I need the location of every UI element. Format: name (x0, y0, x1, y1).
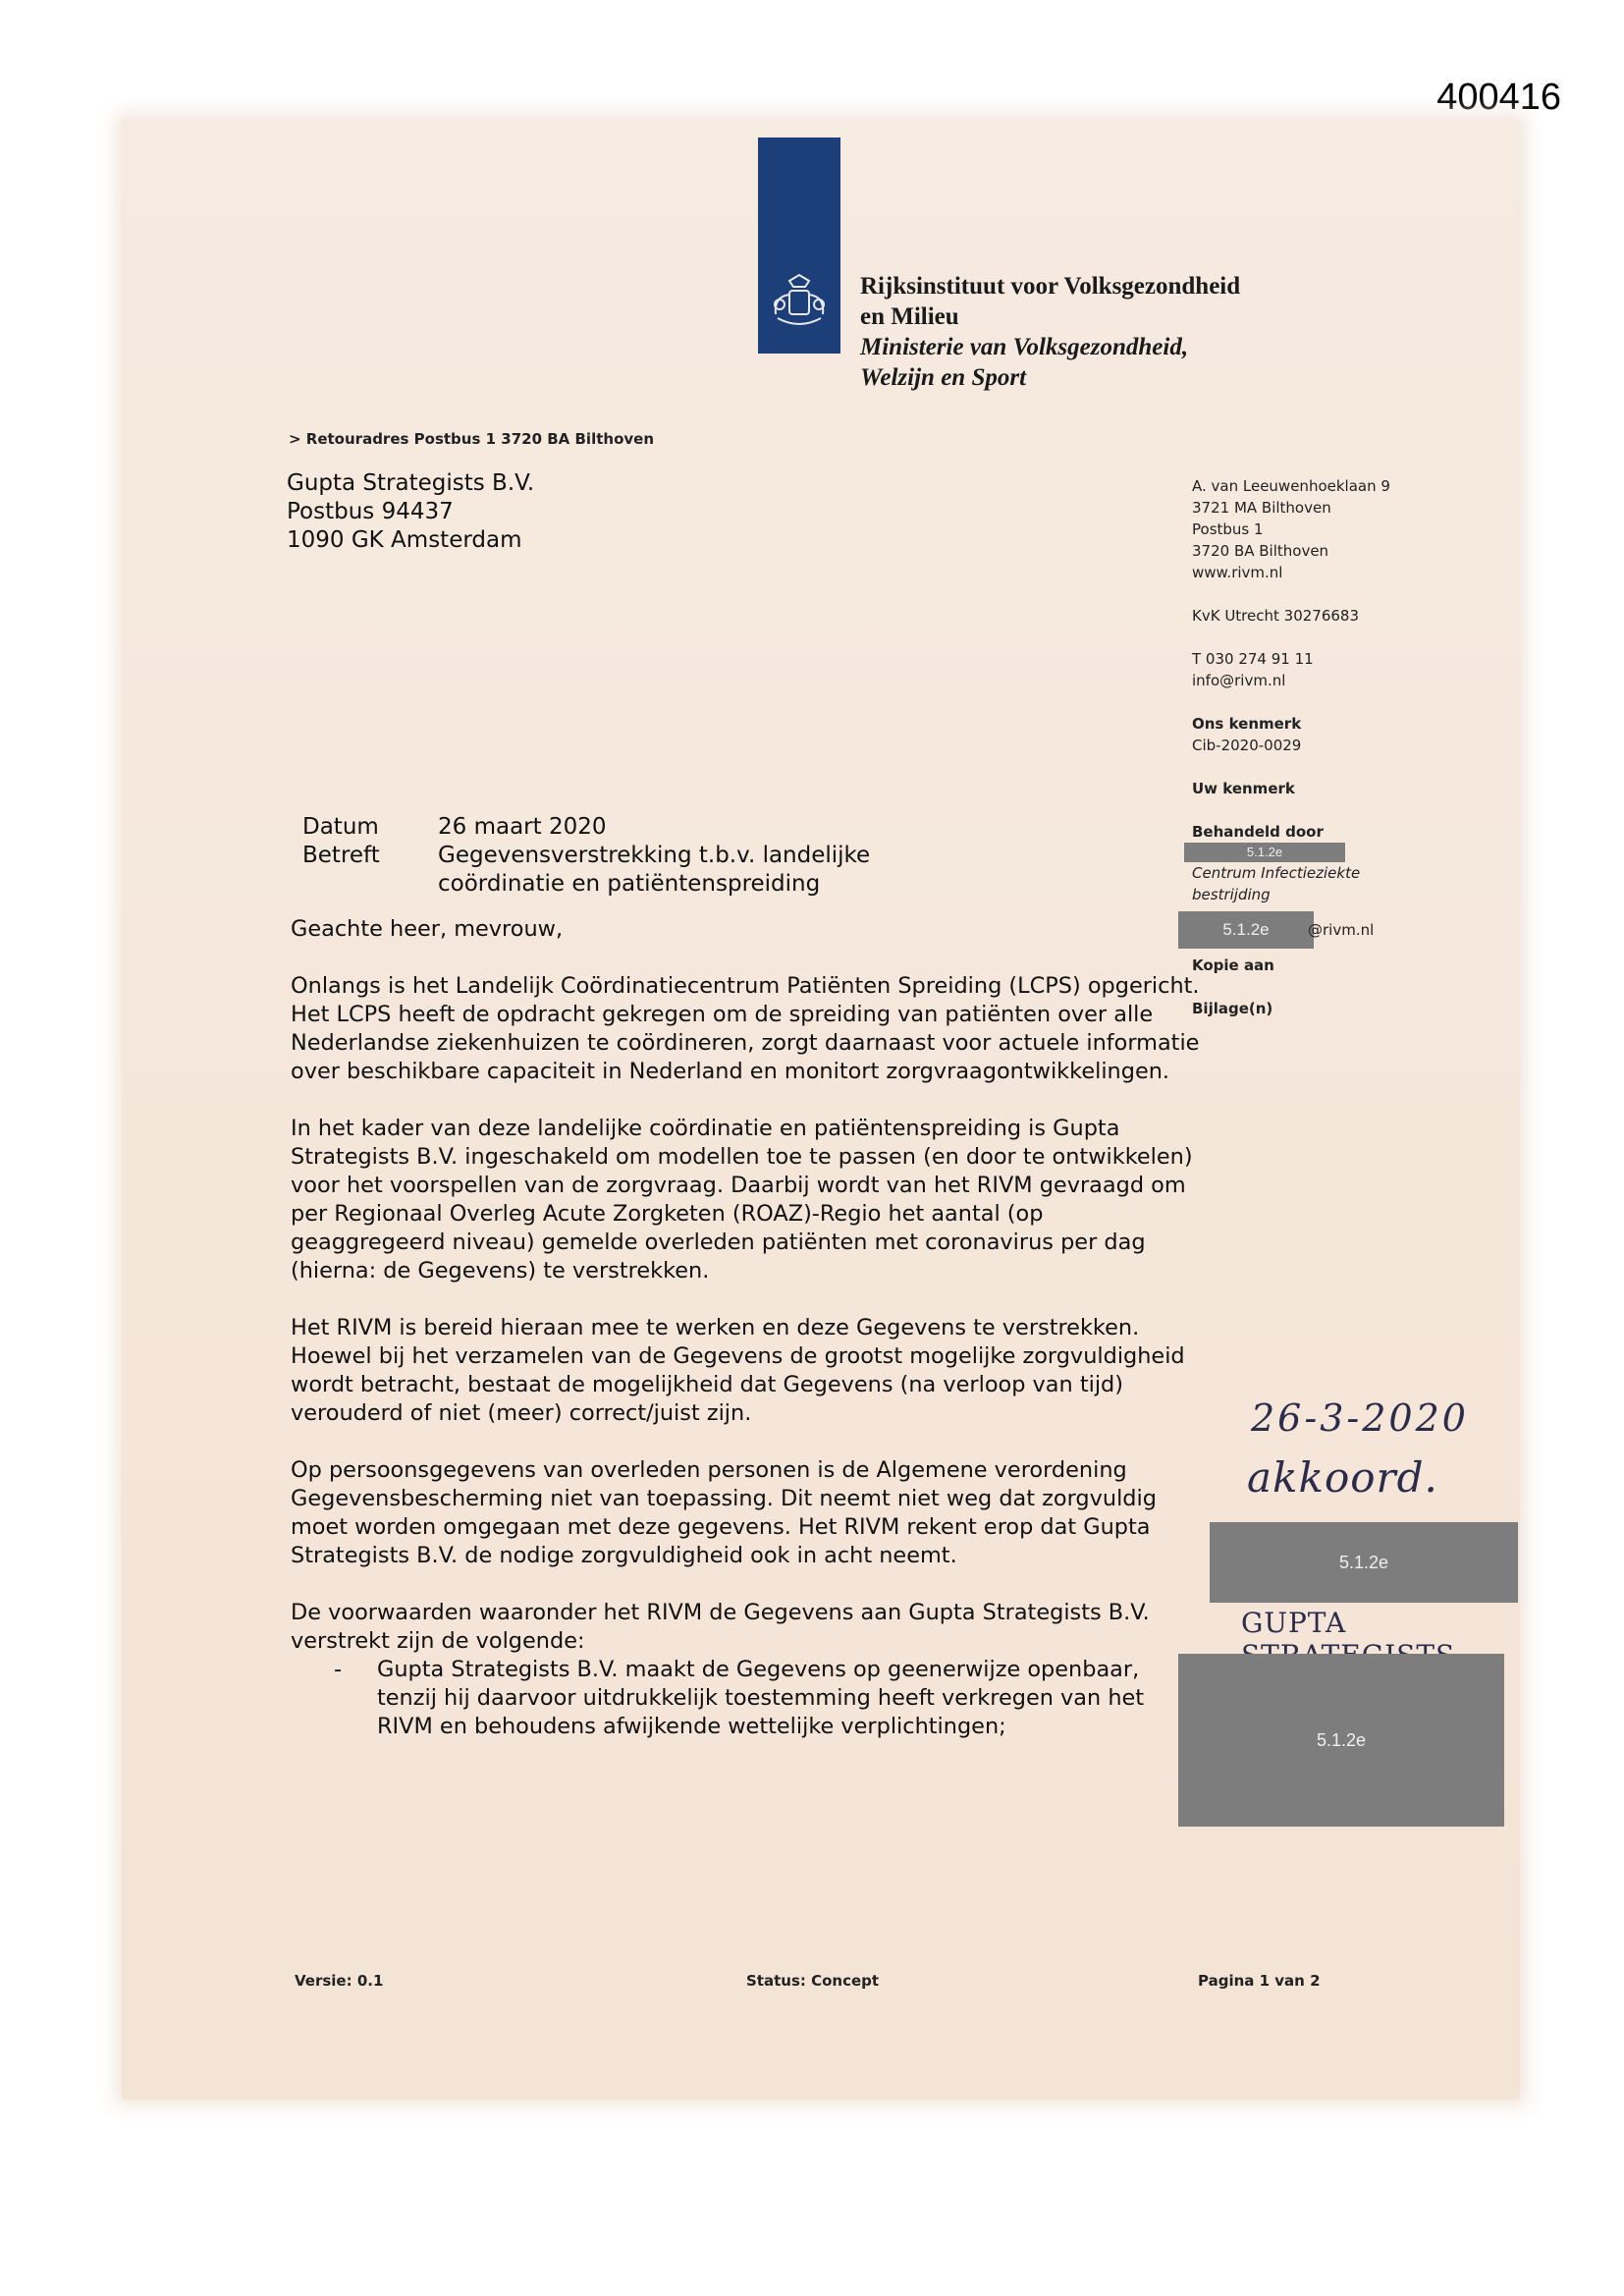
email-domain: @rivm.nl (1308, 921, 1375, 939)
ministry-line-1: Ministerie van Volksgezondheid, (860, 334, 1189, 360)
behandeld-door-label: Behandeld door (1192, 823, 1324, 841)
addressee-name: Gupta Strategists B.V. (287, 470, 535, 496)
datum-row (302, 813, 870, 842)
department-line-2: bestrijding (1192, 886, 1271, 903)
handwritten-date: 26-3-2020 (1251, 1396, 1469, 1440)
letter-body (291, 915, 1202, 1741)
datum-label: Datum (302, 814, 379, 840)
bullet-dash: - (334, 1657, 343, 1682)
betreft-row (302, 842, 870, 899)
footer-status: Status: Concept (746, 1972, 880, 1990)
footer-version: Versie: 0.1 (295, 1972, 384, 1990)
uw-kenmerk-label: Uw kenmerk (1192, 780, 1295, 797)
sender-kvk: KvK Utrecht 30276683 (1192, 607, 1359, 625)
handwritten-company: GUPTA (1241, 1607, 1347, 1639)
letter-page (122, 120, 1520, 2100)
paragraph-5: De voorwaarden waaronder het RIVM de Gegevens aan Gupta Strategists B.V. verstrekt zijn de volgende: (291, 1600, 1150, 1654)
return-address: > Retouradres Postbus 1 3720 BA Bilthoven (289, 430, 655, 448)
org-line-1: Rijksinstituut voor Volksgezondheid (860, 273, 1241, 300)
datum-value: 26 maart 2020 (438, 814, 607, 840)
kopie-aan-label: Kopie aan (1192, 957, 1274, 974)
ons-kenmerk-value: Cib-2020-0029 (1192, 737, 1302, 754)
sender-sidebar (1192, 475, 1516, 1019)
betreft-line-2: coördinatie en patiëntenspreiding (438, 871, 821, 897)
betreft-label: Betreft (302, 843, 380, 868)
redaction-email: 5.1.2e (1178, 911, 1314, 949)
organisation-name (860, 271, 1240, 393)
paragraph-4: Op persoonsgegevens van overleden personen is de Algemene verordening Gegevensbescherming niet van toepassing. Dit neemt niet weg dat zorgvuldig moet worden omgegaan met deze gegevens. Het RIVM rekent erop dat Gupta Strategists B.V. de nodige zorgvuldigheid ook in acht neemt. (291, 1457, 1157, 1568)
letter-meta (302, 813, 870, 899)
handwritten-approval: akkoord. (1247, 1453, 1438, 1502)
paragraph-1: Onlangs is het Landelijk Coördinatiecentrum Patiënten Spreiding (LCPS) opgericht. Het LCPS heeft de opdracht gekregen om de spreiding van patiënten over alle Nederlandse ziekenhuizen te coördineren, zorgt daarnaast voor actuele informatie over beschikbare capaciteit in Nederland en monitort zorgvraagontwikkelingen. (291, 973, 1200, 1084)
paragraph-3: Het RIVM is bereid hieraan mee te werken en deze Gegevens te verstrekken. Hoewel bij het verzamelen van de Gegevens de grootst mogelijke zorgvuldigheid wordt betracht, bestaat de mogelijkheid dat Gegevens (na verloop van tijd) verouderd of niet (meer) correct/juist zijn. (291, 1315, 1185, 1426)
sender-address-2: 3721 MA Bilthoven (1192, 499, 1331, 517)
redaction-signature: 5.1.2e (1178, 1654, 1504, 1827)
rijksoverheid-logo (758, 137, 840, 354)
sender-phone: T 030 274 91 11 (1192, 650, 1314, 668)
department-line-1: Centrum Infectieziekte (1192, 864, 1361, 882)
ons-kenmerk-label: Ons kenmerk (1192, 715, 1302, 733)
sender-address-1: A. van Leeuwenhoeklaan 9 (1192, 477, 1390, 495)
sender-website: www.rivm.nl (1192, 564, 1283, 581)
handler-email (1192, 911, 1516, 949)
condition-1: Gupta Strategists B.V. maakt de Gegevens op geenerwijze openbaar, tenzij hij daarvoor uitdrukkelijk toestemming heeft verkregen van het RIVM en behoudens afwijkende wettelijke verplichtingen; (377, 1657, 1145, 1739)
sender-email: info@rivm.nl (1192, 672, 1286, 689)
redaction-handler: 5.1.2e (1184, 843, 1345, 862)
paragraph-2: In het kader van deze landelijke coördinatie en patiëntenspreiding is Gupta Strategists B.V. ingeschakeld om modellen toe te passen (en door te ontwikkelen) voor het voorspellen van de zorgvraag. Daarbij wordt van het RIVM gevraagd om per Regionaal Overleg Acute Zorgketen (ROAZ)-Regio het aantal (op geaggregeerd niveau) gemelde overleden patiënten met coronavirus per dag (hierna: de Gegevens) te verstrekken. (291, 1116, 1193, 1284)
coat-of-arms-icon (766, 271, 833, 340)
betreft-line-1: Gegevensverstrekking t.b.v. landelijke (438, 843, 871, 868)
redaction-signature-name: 5.1.2e (1210, 1522, 1518, 1603)
ministry-line-2: Welzijn en Sport (860, 364, 1027, 391)
salutation: Geachte heer, mevrouw, (291, 916, 564, 942)
list-item (334, 1656, 1202, 1741)
bijlagen-label: Bijlage(n) (1192, 1000, 1273, 1017)
addressee-postbus: Postbus 94437 (287, 499, 454, 524)
sender-address-4: 3720 BA Bilthoven (1192, 542, 1329, 560)
footer-page: Pagina 1 van 2 (1198, 1972, 1321, 1990)
document-number: 400416 (1436, 77, 1561, 118)
org-line-2: en Milieu (860, 303, 959, 330)
addressee-block (287, 469, 534, 555)
addressee-city: 1090 GK Amsterdam (287, 527, 522, 553)
sender-address-3: Postbus 1 (1192, 520, 1264, 538)
